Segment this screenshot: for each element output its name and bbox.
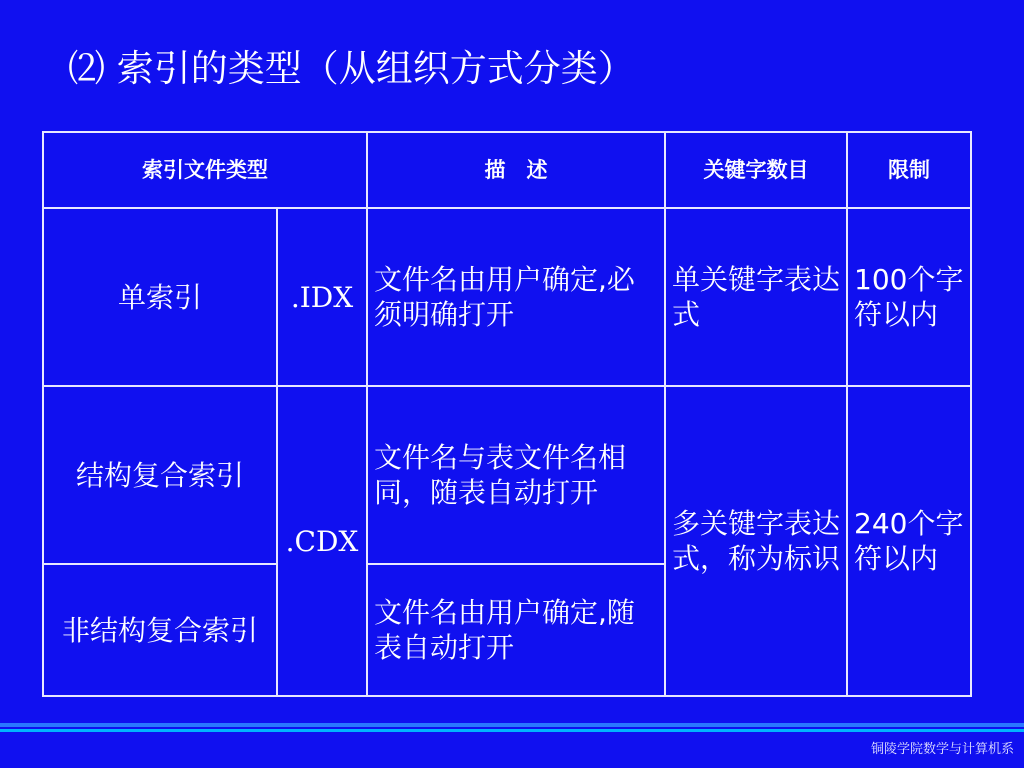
cell-description: 文件名与表文件名相同，随表自动打开 xyxy=(367,386,665,564)
header-index-file-type: 索引文件类型 xyxy=(43,132,367,208)
header-description: 描 述 xyxy=(367,132,665,208)
cell-key-count: 单关键字表达式 xyxy=(665,208,847,386)
cell-index-name: 单索引 xyxy=(43,208,277,386)
footer-text: 铜陵学院数学与计算机系 xyxy=(870,742,1014,757)
cell-key-count: 多关键字表达式，称为标识 xyxy=(665,386,847,696)
cell-index-name: 非结构复合索引 xyxy=(43,564,277,696)
table-row xyxy=(43,386,971,564)
slide-title: ⑵ 索引的类型（从组织方式分类） xyxy=(68,47,635,90)
header-limit: 限制 xyxy=(847,132,971,208)
cell-limit: 100个字符以内 xyxy=(847,208,971,386)
table-header-row xyxy=(43,132,971,208)
cell-description: 文件名由用户确定,随表自动打开 xyxy=(367,564,665,696)
cell-limit: 240个字符以内 xyxy=(847,386,971,696)
footer-divider xyxy=(0,723,1024,727)
cell-file-extension: .IDX xyxy=(277,208,367,386)
cell-index-name: 结构复合索引 xyxy=(43,386,277,564)
footer-divider-secondary xyxy=(0,729,1024,732)
cell-description: 文件名由用户确定,必须明确打开 xyxy=(367,208,665,386)
index-type-table xyxy=(42,131,972,697)
header-key-count: 关键字数目 xyxy=(665,132,847,208)
cell-file-extension: .CDX xyxy=(277,386,367,696)
table-row xyxy=(43,208,971,386)
